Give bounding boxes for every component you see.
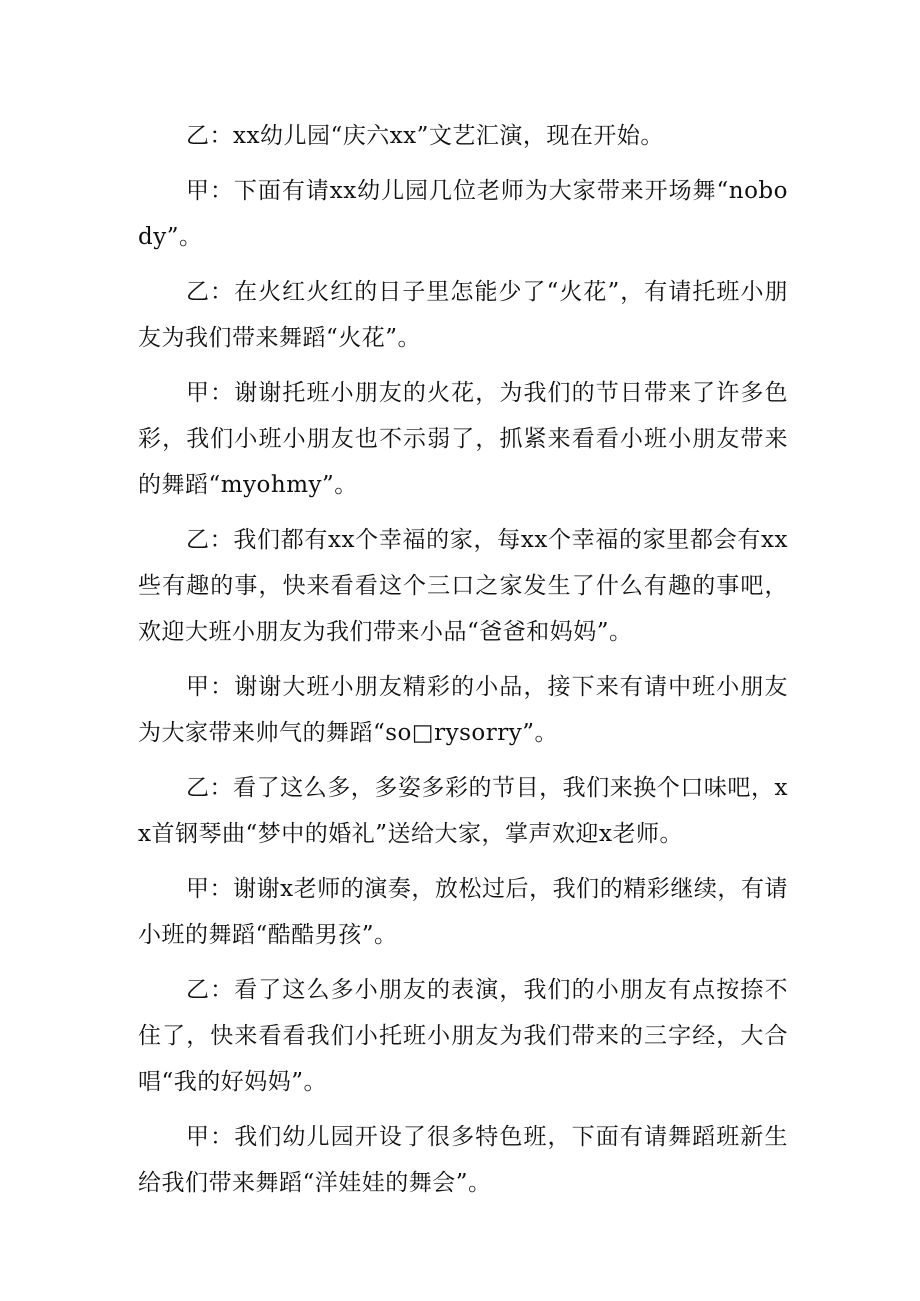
paragraph-7: 乙：看了这么多，多姿多彩的节目，我们来换个口味吧，xx首钢琴曲“梦中的婚礼”送给大家，掌声欢迎x老师。 xyxy=(138,775,788,847)
paragraph-1: 乙：xx幼儿园“庆六xx”文艺汇演，现在开始。 xyxy=(186,123,664,149)
paragraph-8: 甲：谢谢x老师的演奏，放松过后，我们的精彩继续，有请小班的舞蹈“酷酷男孩”。 xyxy=(138,876,788,948)
paragraph-10: 甲：我们幼儿园开设了很多特色班，下面有请舞蹈班新生给我们带来舞蹈“洋娃娃的舞会”。 xyxy=(138,1124,788,1196)
document-body xyxy=(138,113,788,1215)
paragraph-4: 甲：谢谢托班小朋友的火花，为我们的节日带来了许多色彩，我们小班小朋友也不示弱了，抓紧来看看小班小朋友带来的舞蹈“myohmy”。 xyxy=(138,380,788,498)
paragraph-2: 甲：下面有请xx幼儿园几位老师为大家带来开场舞“nobody”。 xyxy=(138,178,788,250)
paragraph-3: 乙：在火红火红的日子里怎能少了“火花”，有请托班小朋友为我们带来舞蹈“火花”。 xyxy=(138,279,788,351)
paragraph-9: 乙：看了这么多小朋友的表演，我们的小朋友有点按捺不住了，快来看看我们小托班小朋友为我们带来的三字经，大合唱“我的好妈妈”。 xyxy=(138,977,788,1095)
paragraph-6: 甲：谢谢大班小朋友精彩的小品，接下来有请中班小朋友为大家带来帅气的舞蹈“so□rysorry”。 xyxy=(138,674,788,746)
paragraph-5: 乙：我们都有xx个幸福的家，每xx个幸福的家里都会有xx些有趣的事，快来看看这个三口之家发生了什么有趣的事吧，欢迎大班小朋友为我们带来小品“爸爸和妈妈”。 xyxy=(138,527,788,645)
